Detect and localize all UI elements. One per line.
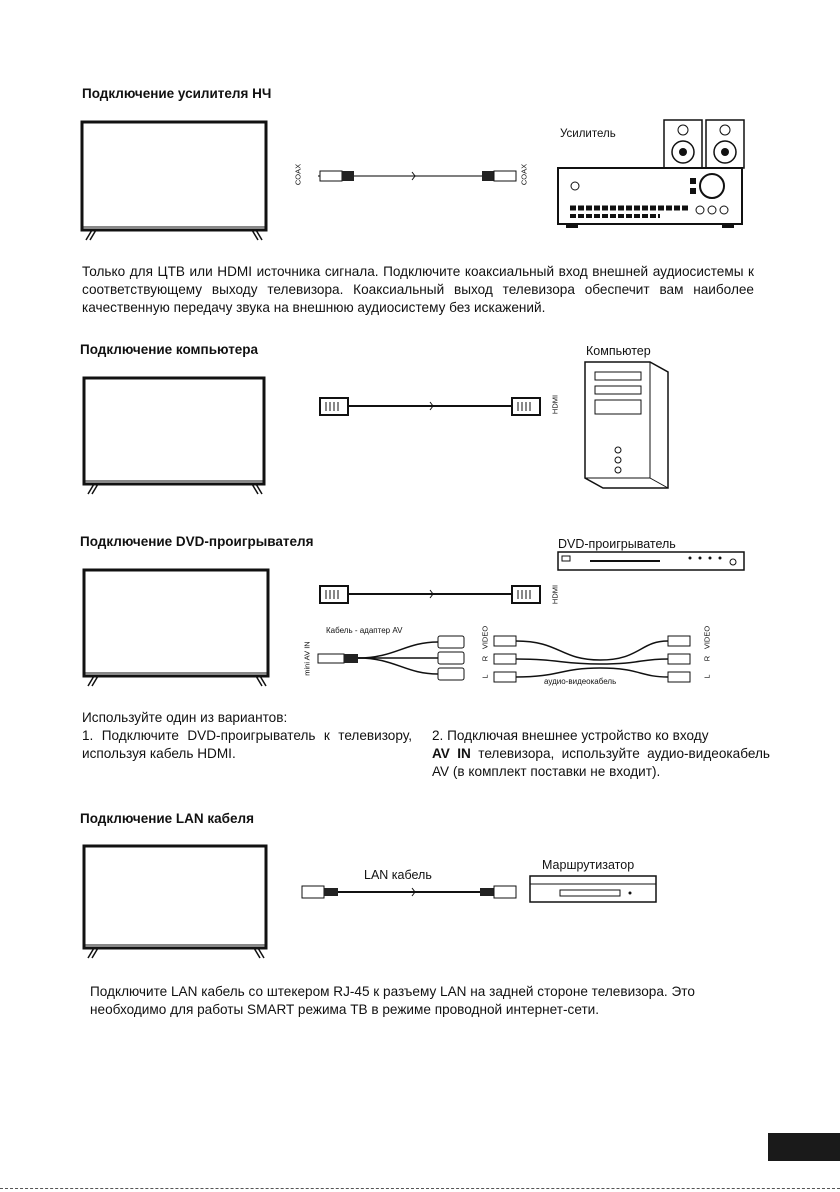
lan-description: Подключите LAN кабель со штекером RJ-45 к разъему LAN на задней стороне телевизора. Это необходимо для работы SMART режима ТВ в режиме проводной интернет-сети. [90,984,695,1017]
section-title-amplifier: Подключение усилителя НЧ [82,86,272,101]
dvd-option-2-prefix: 2. Подключая внешнее устройство ко входу [432,728,709,743]
lan-cable [302,886,516,898]
amplifier-description: Только для ЦТВ или HDMI источника сигнала. Подключите коаксиальный вход внешней аудиосистемы к соответствующему выходу телевизора. Коаксиальный выход телевизора обеспечит вам наиболее качественную передачу звука на внешнюю аудиосистему без искажений. [82,264,754,315]
port-label-coax-left: COAX [293,163,303,186]
av-adapter-cable [318,636,464,680]
section-title-computer: Подключение компьютера [80,342,259,357]
bottom-divider [0,1188,840,1189]
port-label-r-right: R [702,655,712,662]
section-title-dvd: Подключение DVD-проигрывателя [80,534,314,549]
dvd-option-2-bold: AV IN [432,746,471,761]
av-cable-label: аудио-видеокабель [544,677,617,686]
port-label-video-left: VIDEO [480,625,490,650]
tv-illustration [84,570,268,686]
cable-label-lan: LAN кабель [364,868,432,882]
tv-illustration [84,378,264,494]
router-illustration [530,876,656,902]
adapter-label: Кабель - адаптер AV [326,626,403,635]
dvd-player-illustration [558,552,744,570]
port-label-video-right: VIDEO [702,625,712,650]
dvd-option-1: 1. Подключите DVD-проигрыватель к телевизору, используя кабель HDMI. [82,728,412,761]
port-label-l-right: L [702,674,712,679]
port-label-mini-av: mini AV IN [302,641,312,676]
av-cable [494,636,690,682]
port-label-l-left: L [480,674,490,679]
device-label-amplifier: Усилитель [560,128,616,140]
hdmi-cable [320,398,540,415]
tv-illustration [82,122,266,240]
section-title-lan: Подключение LAN кабеля [80,811,254,826]
device-label-dvd: DVD-проигрыватель [558,537,676,551]
page-number-tab [768,1133,840,1161]
port-label-hdmi: HDMI [550,394,560,415]
device-label-computer: Компьютер [586,344,651,358]
port-label-hdmi-dvd: HDMI [550,584,560,605]
hdmi-cable [320,586,540,603]
device-label-router: Маршрутизатор [542,858,635,872]
dvd-option-2-suffix: телевизора, используйте аудио-видеокабель AV (в комплект поставки не входит). [432,746,770,779]
computer-illustration [585,362,668,488]
tv-illustration [84,846,266,958]
dvd-intro: Используйте один из вариантов: [82,710,288,725]
port-label-coax-right: COAX [519,163,529,186]
dvd-option-2 [432,727,770,781]
port-label-r-left: R [480,655,490,662]
coax-cable [318,171,516,181]
